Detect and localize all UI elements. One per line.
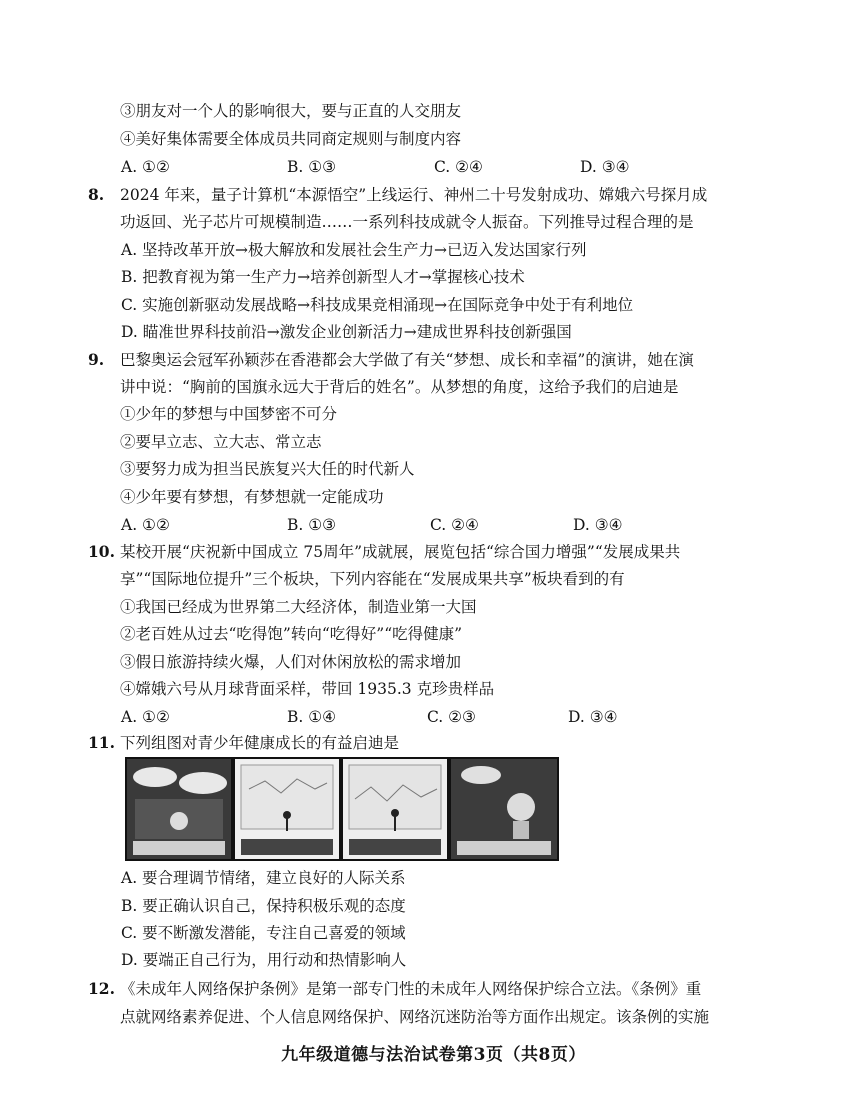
q9-option-b: B. ①③	[287, 516, 337, 534]
q11-option-b: B. 要正确认识自己，保持积极乐观的态度	[121, 897, 406, 915]
q10-item-1: ①我国已经成为世界第二大经济体，制造业第一大国	[120, 598, 477, 616]
q7-item-4: ④美好集体需要全体成员共同商定规则与制度内容	[120, 130, 462, 148]
q10-option-a: A. ①②	[121, 708, 170, 726]
comic-panel-3-drawing	[343, 759, 447, 859]
q12-number: 12.	[88, 979, 115, 998]
q8-number: 8.	[88, 185, 105, 204]
q12-stem-line-1: 《未成年人网络保护条例》是第一部专门性的未成年人网络保护综合立法。《条例》重	[120, 980, 702, 998]
q10-stem-line-2: 享”“国际地位提升”三个板块，下列内容能在“发展成果共享”板块看到的有	[120, 570, 625, 588]
q10-item-3: ③假日旅游持续火爆，人们对休闲放松的需求增加	[120, 653, 462, 671]
comic-panel-4-drawing	[451, 759, 557, 859]
comic-panel-2-drawing	[235, 759, 339, 859]
q12-stem-line-2: 点就网络素养促进、个人信息网络保护、网络沉迷防治等方面作出规定。该条例的实施	[120, 1008, 710, 1026]
q9-item-3: ③要努力成为担当民族复兴大任的时代新人	[120, 460, 415, 478]
q7-option-c: C. ②④	[434, 158, 483, 176]
q8-stem-line-1: 2024 年来，量子计算机“本源悟空”上线运行、神州二十号发射成功、嫦娥六号探月成	[120, 186, 708, 204]
comic-panel-1	[125, 757, 233, 861]
q9-stem-line-1: 巴黎奥运会冠军孙颖莎在香港都会大学做了有关“梦想、成长和幸福”的演讲，她在演	[120, 351, 694, 369]
q10-option-d: D. ③④	[568, 708, 618, 726]
q8-option-d: D. 瞄准世界科技前沿→激发企业创新活力→建成世界科技创新强国	[121, 323, 572, 341]
q9-item-4: ④少年要有梦想，有梦想就一定能成功	[120, 488, 384, 506]
q10-number: 10.	[88, 542, 115, 561]
q11-option-c: C. 要不断激发潜能，专注自己喜爱的领域	[121, 924, 406, 942]
q10-option-b: B. ①④	[287, 708, 337, 726]
q9-option-a: A. ①②	[121, 516, 170, 534]
q7-option-d: D. ③④	[580, 158, 630, 176]
q11-option-d: D. 要端正自己行为，用行动和热情影响人	[121, 951, 407, 969]
q9-option-c: C. ②④	[430, 516, 479, 534]
q11-option-a: A. 要合理调节情绪，建立良好的人际关系	[121, 869, 406, 887]
q11-number: 11.	[88, 733, 115, 752]
comic-panel-1-drawing	[127, 759, 231, 859]
q8-stem-line-2: 功返回、光子芯片可规模制造……一系列科技成就令人振奋。下列推导过程合理的是	[120, 213, 694, 231]
q8-option-b: B. 把教育视为第一生产力→培养创新型人才→掌握核心技术	[121, 268, 525, 286]
q7-option-b: B. ①③	[287, 158, 337, 176]
comic-panel-4	[449, 757, 559, 861]
q10-item-2: ②老百姓从过去“吃得饱”转向“吃得好”“吃得健康”	[120, 625, 463, 643]
q9-option-d: D. ③④	[573, 516, 623, 534]
q10-stem-line-1: 某校开展“庆祝新中国成立 75周年”成就展，展览包括“综合国力增强”“发展成果共	[120, 543, 681, 561]
q9-stem-line-2: 讲中说：“胸前的国旗永远大于背后的姓名”。从梦想的角度，这给予我们的启迪是	[120, 378, 679, 396]
q11-stem: 下列组图对青少年健康成长的有益启迪是	[120, 734, 400, 752]
q8-option-c: C. 实施创新驱动发展战略→科技成果竞相涌现→在国际竞争中处于有利地位	[121, 296, 634, 314]
q10-option-c: C. ②③	[427, 708, 476, 726]
q8-option-a: A. 坚持改革开放→极大解放和发展社会生产力→已迈入发达国家行列	[121, 241, 587, 259]
comic-panel-3	[341, 757, 449, 861]
q9-item-1: ①少年的梦想与中国梦密不可分	[120, 405, 338, 423]
q9-number: 9.	[88, 350, 105, 369]
q7-item-3: ③朋友对一个人的影响很大，要与正直的人交朋友	[120, 102, 462, 120]
q9-item-2: ②要早立志、立大志、常立志	[120, 433, 322, 451]
comic-panel-2	[233, 757, 341, 861]
q7-option-a: A. ①②	[121, 158, 170, 176]
q10-item-4: ④嫦娥六号从月球背面采样，带回 1935.3 克珍贵样品	[120, 680, 495, 698]
page-footer: 九年级道德与法治试卷第3页（共8页）	[281, 1045, 586, 1065]
